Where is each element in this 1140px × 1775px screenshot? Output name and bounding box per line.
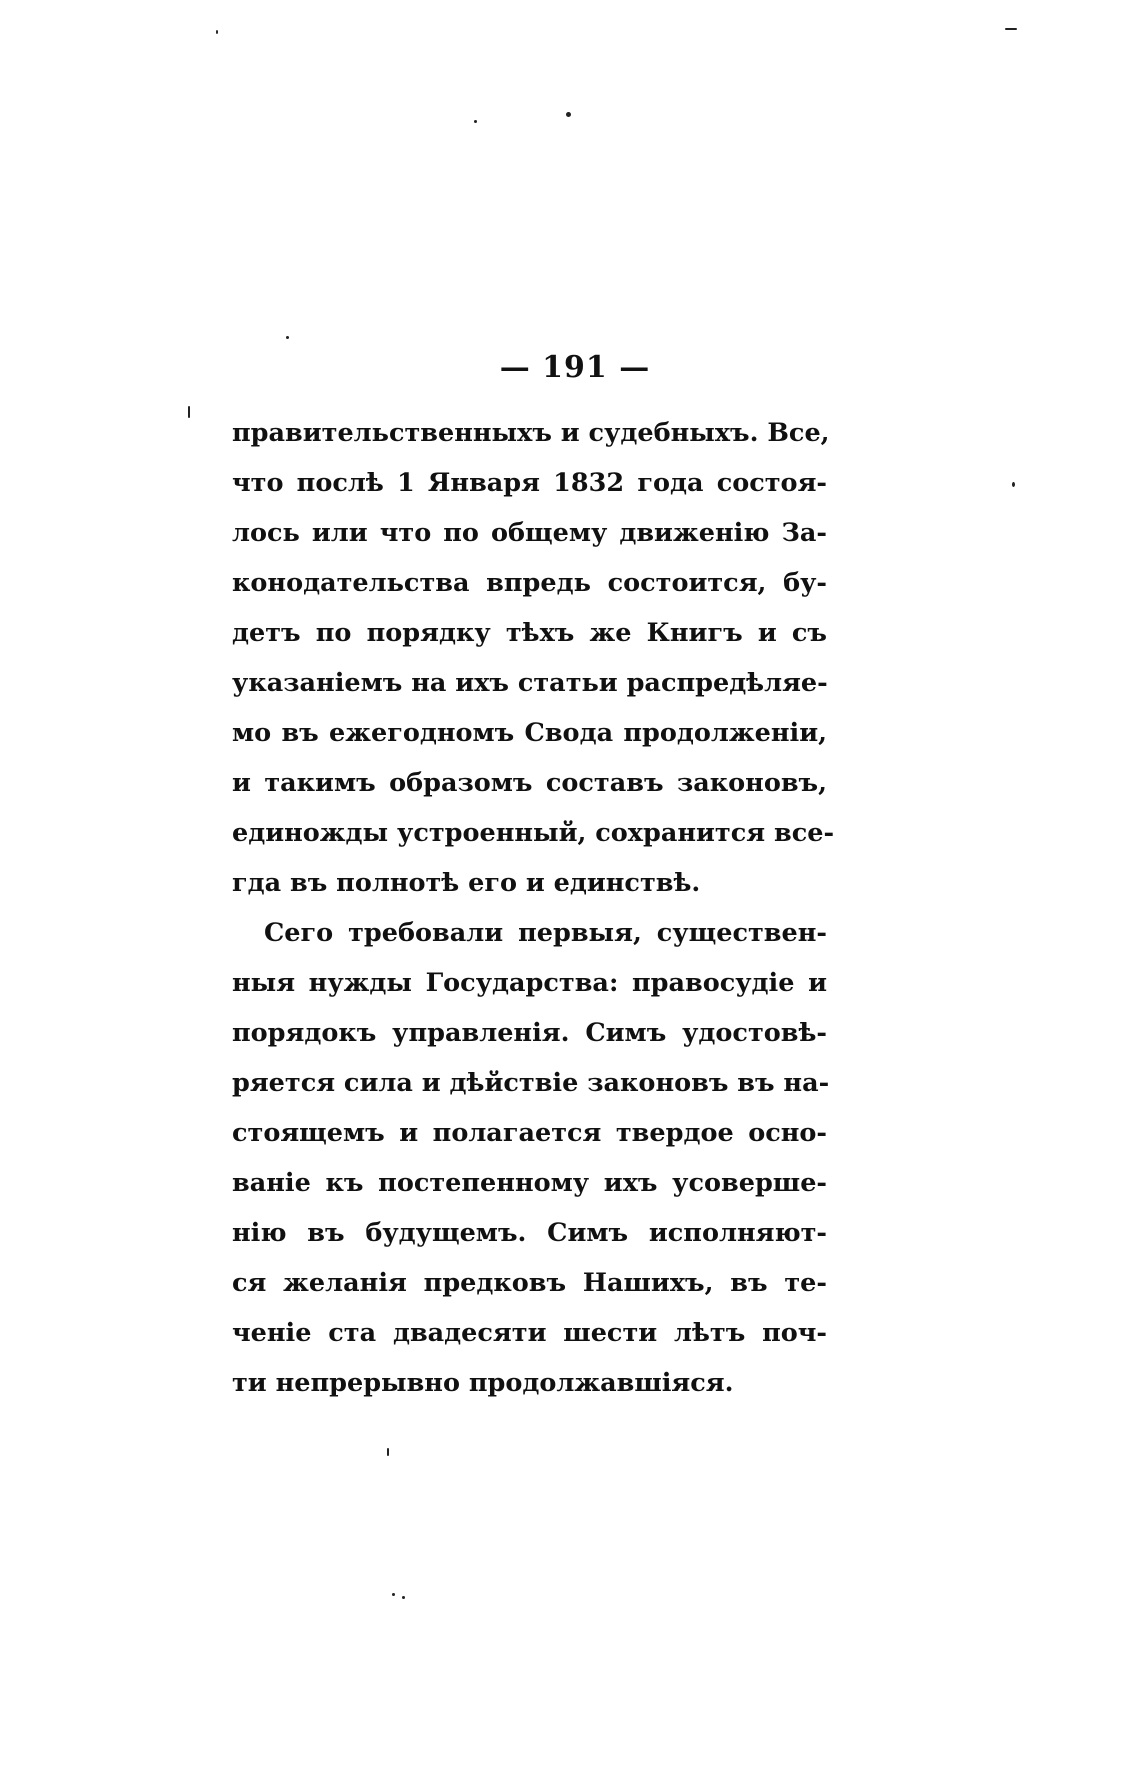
text-line: единожды устроенный, сохранится все-: [232, 818, 835, 848]
body-text: [232, 408, 835, 1408]
text-line: что послѣ 1 Января 1832 года состоя-: [232, 468, 827, 498]
text-line: ченіе ста двадесяти шести лѣтъ поч-: [232, 1318, 827, 1348]
text-line: ныя нужды Государства: правосудіе и: [232, 968, 827, 998]
scan-speck: [392, 1593, 395, 1596]
page-number: — 191 —: [499, 350, 651, 385]
scan-speck: [1012, 482, 1015, 487]
text-line: ваніе къ постепенному ихъ усоверше-: [232, 1168, 827, 1198]
scan-speck: [1005, 28, 1017, 30]
scan-speck: [216, 30, 218, 34]
scan-speck: [402, 1596, 405, 1599]
text-line: ряется сила и дѣйствіе законовъ въ на-: [232, 1068, 830, 1098]
text-line: и такимъ образомъ составъ законовъ,: [232, 768, 827, 798]
text-line: детъ по порядку тѣхъ же Книгъ и съ: [232, 618, 827, 648]
scan-speck: [566, 112, 571, 117]
text-line: нію въ будущемъ. Симъ исполняют-: [232, 1218, 827, 1248]
text-line: Сего требовали первыя, существен-: [264, 918, 827, 948]
text-line: правительственныхъ и судебныхъ. Все,: [232, 418, 830, 448]
scan-speck: [387, 1448, 389, 1456]
paragraph: [232, 408, 835, 908]
text-line: указаніемъ на ихъ статьи распредѣляе-: [232, 668, 828, 698]
scan-speck: [286, 336, 289, 339]
text-line: мо въ ежегодномъ Свода продолженіи,: [232, 718, 827, 748]
text-line: ти непрерывно продолжавшіяся.: [232, 1368, 734, 1398]
paragraph: [232, 908, 830, 1408]
text-line: гда въ полнотѣ его и единствѣ.: [232, 868, 701, 898]
text-line: ся желанія предковъ Нашихъ, въ те-: [232, 1268, 827, 1298]
scan-speck: [474, 120, 477, 123]
text-line: конодательства впредь состоится, бу-: [232, 568, 827, 598]
text-line: лось или что по общему движенію За-: [232, 518, 827, 548]
scan-speck: [188, 406, 190, 418]
text-line: стоящемъ и полагается твердое осно-: [232, 1118, 827, 1148]
text-line: порядокъ управленія. Симъ удостовѣ-: [232, 1018, 827, 1048]
